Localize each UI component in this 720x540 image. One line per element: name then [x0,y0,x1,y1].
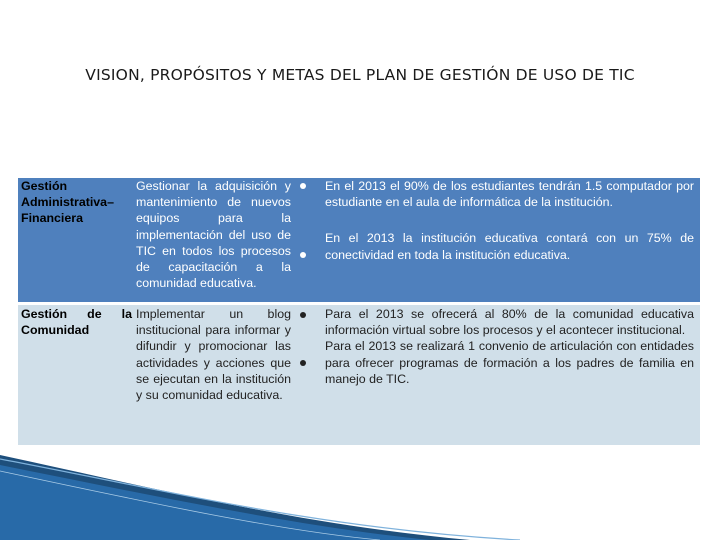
metas-cell [319,178,700,302]
table-row [18,302,700,445]
bullet-icon [300,252,306,258]
proposito-cell: Implementar un blog institucional para informar y difundir y promocionar las actividades y acciones que se ejecutan en la institución y su comunidad educativa. [136,307,291,403]
bullet-icon [300,312,306,318]
area-cell: Gestión de la Comunidad [21,307,132,338]
decorative-swoosh [0,455,720,540]
meta-item: Para el 2013 se ofrecerá al 80% de la comunidad educativa información virtual sobre los procesos y el acontecer institucional. [325,307,694,338]
metas-cell [319,305,700,445]
page-title: VISION, PROPÓSITOS Y METAS DEL PLAN DE GESTIÓN DE USO DE TIC [85,66,635,84]
plan-table [18,178,700,445]
area-cell: Gestión Administrativa– Financiera [21,179,114,226]
bullets-col [295,305,319,445]
meta-item: Para el 2013 se realizará 1 convenio de articulación con entidades para ofrecer programas de formación a los padres de familia en manejo de TIC. [325,339,694,386]
meta-item: En el 2013 la institución educativa contará con un 75% de conectividad en toda la institución educativa. [325,231,694,262]
meta-item: En el 2013 el 90% de los estudiantes tendrán 1.5 computador por estudiante en el aula de informática de la institución. [325,179,694,210]
proposito-cell: Gestionar la adquisición y mantenimiento de nuevos equipos para la implementación del uso de TIC en todos los procesos de capacitación a la comunidad educativa. [136,179,291,291]
bullet-icon [300,183,306,189]
bullets-col [295,178,319,302]
table-row [18,178,700,302]
bullet-icon [300,360,306,366]
